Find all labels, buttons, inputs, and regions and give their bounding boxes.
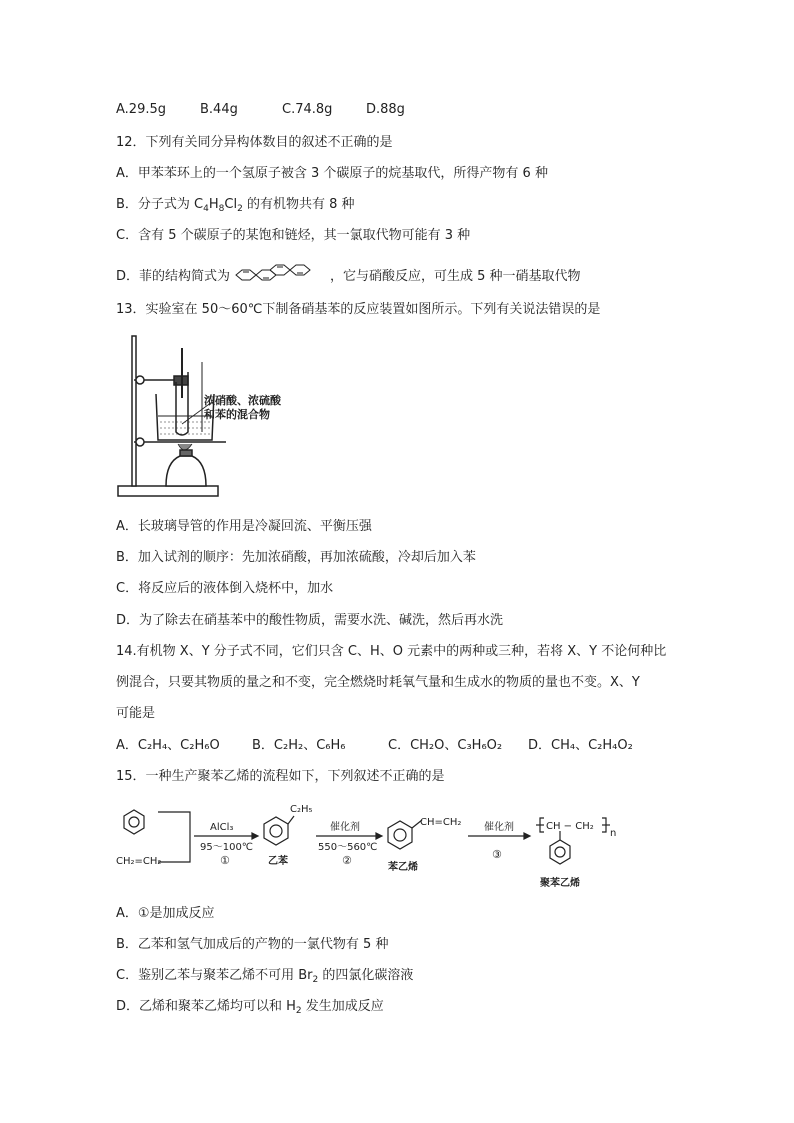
text: H	[208, 197, 219, 212]
polystyrene-ring	[550, 840, 570, 864]
reactant-bracket	[158, 812, 190, 862]
subscript: 4	[203, 204, 209, 214]
text: 的四氯化碳溶液	[318, 968, 414, 983]
q11-option-c: C.74.8g	[282, 102, 333, 117]
ethylbenzene-ring	[264, 817, 288, 845]
step1-label: ①	[220, 854, 230, 867]
q15-option-b: B．乙苯和氢气加成后的产物的一氯代物有 5 种	[116, 937, 389, 952]
temp1-label: 95～100℃	[200, 842, 254, 853]
catalyst-label-2: 催化剂	[484, 822, 514, 833]
q12-stem: 12．下列有关同分异构体数目的叙述不正确的是	[116, 135, 393, 150]
vinyl-label: CH=CH₂	[420, 817, 462, 828]
subscript: 2	[295, 1006, 302, 1016]
c2h5-label: C₂H₅	[290, 804, 313, 815]
q14-line-1: 14.有机物 X、Y 分子式不同，它们只含 C、H、O 元素中的两种或三种，若将 X、Y 不论何种比	[116, 644, 667, 659]
ring-knob	[136, 438, 144, 446]
q12-option-b	[116, 196, 355, 218]
text: C．鉴别乙苯与聚苯乙烯不可用 Br	[116, 968, 313, 983]
polymer-n-label: n	[610, 828, 617, 839]
polymer-chain-label: CH − CH₂	[546, 821, 594, 832]
text: ，它与硝酸反应，可生成 5 种一硝基取代物	[330, 269, 581, 284]
polystyrene-label: 聚苯乙烯	[540, 878, 580, 889]
q14-line-2: 例混合，只要其物质的量之和不变，完全燃烧时耗氧气量和生成水的物质的量也不变。X、Y	[116, 675, 640, 690]
text: D．乙烯和聚苯乙烯均可以和 H	[116, 999, 296, 1014]
q13-option-d: D．为了除去在硝基苯中的酸性物质，需要水洗、碱洗，然后再水洗	[116, 613, 504, 628]
alcl3-label: AlCl₃	[210, 822, 234, 833]
apparatus-label-1: 浓硝酸、浓硫酸	[204, 394, 281, 407]
nitrobenzene-apparatus	[116, 332, 346, 504]
stand-rod	[132, 336, 136, 486]
q13-option-a: A．长玻璃导管的作用是冷凝回流、平衡压强	[116, 519, 372, 534]
alcohol-lamp	[166, 456, 206, 486]
catalyst-label-1: 催化剂	[330, 822, 360, 833]
phenanthrene-structure	[230, 262, 330, 288]
q15-stem: 15．一种生产聚苯乙烯的流程如下，下列叙述不正确的是	[116, 769, 445, 784]
q13-option-c: C．将反应后的液体倒入烧杯中，加水	[116, 581, 334, 596]
benzene-ring	[124, 810, 144, 834]
q11-option-b: B.44g	[200, 102, 238, 117]
subscript: 2	[312, 975, 319, 985]
q13-stem: 13．实验室在 50～60℃下制备硝基苯的反应装置如图所示。下列有关说法错误的是	[116, 302, 601, 317]
q14-option-c: C．CH₂O、C₃H₆O₂	[388, 738, 503, 753]
subscript: 8	[218, 204, 225, 214]
stand-base	[118, 486, 218, 496]
text: B．分子式为 C	[116, 197, 204, 212]
styrene-ring	[388, 821, 412, 849]
q12-option-a: A．甲苯苯环上的一个氢原子被含 3 个碳原子的烷基取代，所得产物有 6 种	[116, 166, 548, 181]
q15-option-c	[116, 967, 413, 989]
polystyrene-flow-diagram	[116, 798, 636, 900]
step3-label: ③	[492, 848, 502, 861]
q14-option-b: B．C₂H₂、C₆H₆	[252, 738, 346, 753]
subscript: 2	[237, 204, 243, 214]
q14-line-3: 可能是	[116, 706, 156, 721]
clamp-knob	[136, 376, 144, 384]
q14-option-d: D．CH₄、C₂H₄O₂	[528, 738, 633, 753]
apparatus-label-2: 和苯的混合物	[204, 408, 270, 421]
q15-option-a: A．①是加成反应	[116, 906, 215, 921]
temp2-label: 550～560℃	[318, 842, 378, 853]
q15-option-d	[116, 998, 384, 1020]
q11-option-d: D.88g	[366, 102, 405, 117]
ethylene-label: CH₂=CH₂	[116, 856, 162, 867]
q11-option-a: A.29.5g	[116, 102, 166, 117]
text: 发生加成反应	[301, 999, 384, 1014]
q12-option-c: C．含有 5 个碳原子的某饱和链烃，其一氯取代物可能有 3 种	[116, 228, 471, 243]
q12-option-d	[116, 262, 581, 288]
q14-options	[116, 737, 633, 755]
text: Cl	[224, 197, 238, 212]
step2-label: ②	[342, 854, 352, 867]
styrene-label: 苯乙烯	[388, 862, 418, 873]
text: 的有机物共有 8 种	[242, 197, 355, 212]
q14-option-a: A．C₂H₄、C₂H₆O	[116, 738, 220, 753]
text: D．菲的结构简式为	[116, 269, 231, 284]
q11-options	[116, 101, 405, 119]
ethylbenzene-label: 乙苯	[268, 856, 288, 867]
q13-option-b: B．加入试剂的顺序：先加浓硝酸，再加浓硫酸，冷却后加入苯	[116, 550, 476, 565]
